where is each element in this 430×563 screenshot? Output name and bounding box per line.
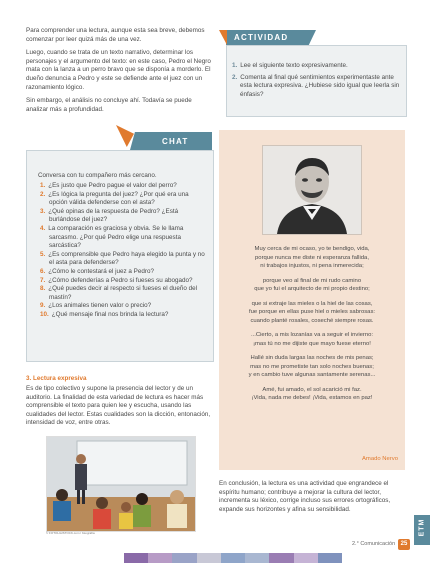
chat-text: ¿Es lógica la pregunta del juez? ¿Por qué era una opción válida defenderse con el asta?	[48, 190, 189, 207]
poem-stanza	[224, 245, 400, 271]
chat-accent	[116, 125, 134, 147]
chat-item	[40, 225, 206, 251]
poem-line: que yo fui el arquitecto de mi propio destino;	[254, 286, 370, 292]
poem-line: Amé, fui amado, el sol acarició mi faz.	[262, 386, 362, 393]
chat-item	[40, 311, 206, 320]
chat-text: ¿Qué mensaje final nos brinda la lectura?	[51, 310, 169, 318]
poem-line: porque nunca me diste ni esperanza fallida,	[255, 254, 369, 261]
chat-num: 6.	[40, 267, 46, 275]
chat-num: 10.	[40, 310, 49, 318]
strip-segment	[269, 553, 293, 563]
poem-stanza	[224, 354, 400, 380]
chat-text: ¿Cómo le contestará el juez a Pedro?	[48, 267, 154, 275]
intro-paragraph-3: Sin embargo, el análisis no concluye ahí. Todavía se puede analizar más a profundidad.	[26, 97, 192, 113]
page-number: 25	[400, 541, 408, 547]
portrait-illustration	[263, 146, 361, 234]
poem-stanza	[224, 277, 400, 294]
poem-line: Hallé sin duda largas las noches de mis penas;	[250, 355, 374, 361]
chat-text: ¿Qué puedes decir al respecto si fueses el dueño del mastín?	[48, 285, 198, 301]
chat-num: 8.	[40, 285, 46, 293]
chat-item	[40, 208, 206, 225]
chat-item	[40, 285, 206, 302]
poem-author: Amado Nervo	[361, 456, 398, 462]
footer-subject: 2.° Comunicación	[352, 541, 396, 547]
chat-text: ¿Es justo que Pedro pague el valor del perro?	[48, 182, 177, 189]
chat-num: 7.	[40, 276, 46, 284]
intro-paragraph-1: Para comprender una lectura, aunque esta sea breve, debemos comenzar por leer quizá más de una vez.	[26, 27, 205, 43]
photo-credit: © FOTOLIA/STOCK.com / fotografía	[46, 531, 95, 535]
chat-num: 9.	[40, 302, 46, 310]
intro-text	[26, 27, 213, 119]
conclusion-text: En conclusión, la lectura es una actividad que engrandece el espíritu humano; contribuye a mejorar la cultura del lector, incrementa su léxico, corrige incluso sus errores ortográficos, expande sus horizontes y afina su sensibilidad.	[219, 480, 391, 513]
actividad-accent	[219, 30, 227, 45]
actividad-num-1: 1.	[232, 62, 238, 69]
chat-num: 4.	[40, 224, 46, 232]
strip-segment	[294, 553, 318, 563]
chat-num: 5.	[40, 250, 46, 258]
chat-title: CHAT	[162, 137, 189, 146]
poem-line: fue porque en ellas puse hiel o mieles sabrosas:	[248, 309, 376, 315]
poem-stanza	[224, 386, 400, 403]
strip-segment	[148, 553, 172, 563]
portrait-photo	[262, 145, 362, 235]
poem-line: ¡mas tú no me dijiste que mayo fuese eterno!	[253, 340, 371, 347]
chat-text: ¿Qué opinas de la respuesta de Pedro? ¿Está burlándose del juez?	[48, 207, 179, 224]
actividad-num-2: 2.	[232, 73, 238, 81]
poem-line: ¡Vida, nada me debes! ¡Vida, estamos en paz!	[251, 395, 373, 401]
chat-list	[40, 182, 206, 320]
chat-text: ¿Los animales tienen valor o precio?	[48, 302, 152, 310]
poem-line: porque veo al final de mi rudo camino	[262, 277, 362, 284]
chat-intro: Conversa con tu compañero más cercano.	[38, 172, 157, 179]
actividad-title: ACTIVIDAD	[234, 33, 289, 42]
strip-segment	[221, 553, 245, 563]
actividad-text-1: Lee el siguiente texto expresivamente.	[240, 62, 348, 69]
chat-item	[40, 182, 206, 191]
lectura-heading: 3. Lectura expresiva	[26, 375, 87, 382]
chat-num: 1.	[40, 182, 46, 189]
actividad-item-2	[232, 74, 402, 100]
chat-num: 3.	[40, 207, 46, 215]
actividad-item-1	[232, 62, 402, 71]
actividad-list	[232, 62, 402, 99]
chat-item	[40, 302, 206, 311]
chat-item	[40, 251, 206, 268]
poem-line: que si extraje las mieles o la hiel de las cosas,	[251, 300, 373, 307]
classroom-illustration	[47, 437, 195, 531]
strip-segment	[245, 553, 269, 563]
strip-segment	[124, 553, 148, 563]
brand-logo: ETM	[418, 518, 426, 537]
actividad-text-2: Comenta al final qué sentimientos experimentaste ante esta lectura expresiva. ¿Hubiese sido igual que leerla sin énfasis?	[240, 73, 400, 98]
strip-segment	[197, 553, 221, 563]
poem-line: y en cambio tuve algunas santamente serenas...	[248, 372, 376, 378]
chat-text: ¿Es comprensible que Pedro haya elegido la punta y no el asta para defenderse?	[48, 250, 205, 267]
poem-line: mas no me prometiste tan solo noches buenas;	[250, 363, 374, 370]
poem-stanza	[224, 331, 400, 348]
poem-line: Muy cerca de mi ocaso, yo te bendigo, vida,	[254, 246, 370, 252]
chat-item	[40, 191, 206, 208]
poem-stanza	[224, 300, 400, 326]
chat-num: 2.	[40, 190, 46, 198]
chat-item	[40, 277, 206, 286]
poem	[224, 245, 400, 405]
poem-line: ...Cierto, a mis lozanías va a seguir el invierno:	[250, 332, 374, 338]
strip-segment	[318, 553, 342, 563]
poem-line: cuando planté rosales, coseché siempre rosas.	[250, 317, 374, 324]
chat-item	[40, 268, 206, 277]
lectura-body: Es de tipo colectivo y supone la presencia del lector y de un auditorio. La finalidad de esta variedad de lectura es hacer más comprensible el texto para quien lee y escucha, usando las cualidades del lector. Estas cualidades son la dicción, entonación, intensidad de voz, entre otras.	[26, 385, 211, 427]
color-strip	[124, 553, 342, 563]
classroom-photo	[46, 436, 196, 532]
strip-segment	[172, 553, 196, 563]
chat-text: La comparación es graciosa y obvia. Se le llama sarcasmo. ¿Por qué Pedro elige una respuesta sarcástica?	[48, 224, 184, 250]
poem-line: ni trabajos injustos, ni pena inmerecida;	[260, 263, 364, 269]
chat-text: ¿Cómo defenderías a Pedro si fueses su abogado?	[48, 276, 193, 284]
intro-paragraph-2: Luego, cuando se trata de un texto narrativo, determinar los personajes y el argumento del texto: en este caso, Pedro el Negro mata con la lanza a un perro bravo que se disponía a morderlo. El dueño denuncia a Pedro y este se defiende ante el juez con un razonamiento lógico.	[26, 49, 211, 91]
